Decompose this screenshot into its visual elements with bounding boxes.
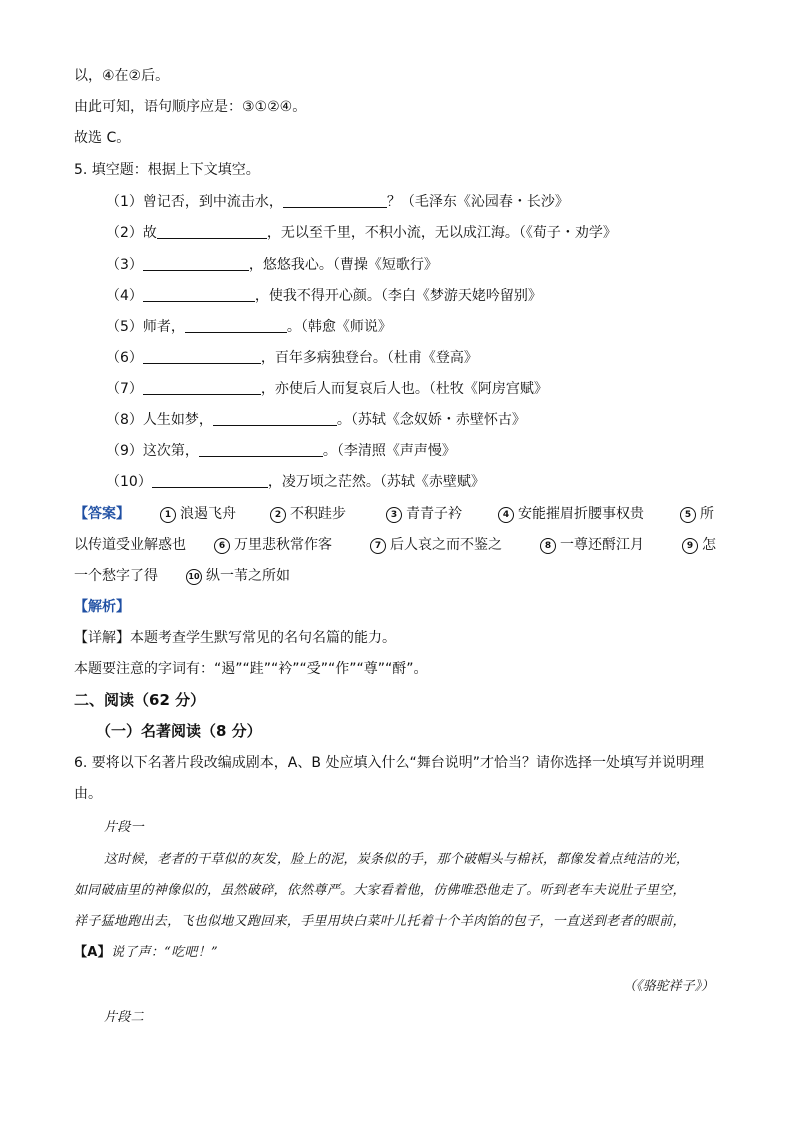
fill-item-8: （8）人生如梦， 。（苏轼《念奴娇・赤壁怀古》 [106, 412, 526, 428]
answer-label: 【答案】 [74, 506, 130, 522]
answer-blank[interactable] [157, 224, 267, 239]
answer-item: 10 纵一苇之所如 [186, 566, 290, 586]
fragment-1-line: 这时候，老者的干草似的灰发，脸上的泥，炭条似的手，那个破帽头与棉袄，都像发着点纯洁的光， [104, 852, 690, 867]
text-line: 故选 C。 [74, 130, 131, 146]
fill-item-6: （6） ，百年多病独登台。（杜甫《登高》 [106, 350, 478, 366]
question-6-line-1: 6. 要将以下名著片段改编成剧本，A、B 处应填入什么“舞台说明”才恰当？请你选择一处填写并说明理 [74, 755, 704, 771]
answer-item: 4 安能摧眉折腰事权贵 [498, 504, 644, 524]
answer-item: 一个愁字了得 [74, 568, 158, 584]
answer-item: 6 万里悲秋常作客 [214, 535, 332, 555]
answer-item: 8 一尊还酹江月 [540, 535, 644, 555]
fill-item-1: （1）曾记否，到中流击水， ？（毛泽东《沁园春・长沙》 [106, 194, 569, 210]
section-title: 二、阅读（62 分） [74, 691, 206, 709]
fragment-1-line: 如同破庙里的神像似的，虽然破碎，依然尊严。大家看着他，仿佛唯恐他走了。听到老车夫说肚子里空， [74, 883, 686, 898]
fragment-1-line: 祥子猛地跑出去，飞也似地又跑回来，手里用块白菜叶儿托着十个羊肉馅的包子，一直送到老者的眼前， [74, 914, 686, 929]
fill-item-4: （4） ，使我不得开心颜。（李白《梦游天姥吟留别》 [106, 288, 542, 304]
answer-blank[interactable] [143, 380, 261, 395]
answer-item: 3 青青子衿 [386, 504, 462, 524]
fragment-1-source: （《骆驼祥子》） [622, 979, 714, 994]
answer-blank[interactable] [143, 349, 261, 364]
fragment-1-line: 【A】说了声：“吃吧！” [74, 945, 218, 960]
text-line: 以，④在②后。 [74, 68, 170, 84]
section-subtitle: （一）名著阅读（8 分） [96, 722, 262, 740]
answer-item: 1 浪遏飞舟 [160, 504, 236, 524]
fill-item-7: （7） ，亦使后人而复哀后人也。（杜牧《阿房宫赋》 [106, 381, 548, 397]
question-5-title: 5. 填空题：根据上下文填空。 [74, 162, 260, 178]
answer-item: 以传道受业解惑也 [74, 537, 186, 553]
fragment-1-heading: 片段一 [104, 820, 144, 835]
question-6-line-2: 由。 [74, 786, 102, 802]
analysis-note: 本题要注意的字词有：“遏”“跬”“衿”“受”“作”“尊”“酹”。 [74, 661, 428, 677]
fill-item-10: （10） ，凌万顷之茫然。（苏轼《赤壁赋》 [106, 474, 485, 490]
fill-item-3: （3） ，悠悠我心。（曹操《短歌行》 [106, 257, 438, 273]
answer-item: 2 不积跬步 [270, 504, 346, 524]
answer-item: 9 怎 [682, 535, 716, 555]
analysis-detail: 【详解】本题考查学生默写常见的名句名篇的能力。 [74, 630, 396, 646]
answer-blank[interactable] [283, 193, 387, 208]
analysis-label: 【解析】 [74, 599, 130, 615]
fill-item-5: （5）师者， 。（韩愈《师说》 [106, 319, 392, 335]
answer-blank[interactable] [152, 473, 268, 488]
answer-blank[interactable] [185, 318, 287, 333]
answer-item: 5 所 [680, 504, 714, 524]
fill-item-2: （2）故 ，无以至千里，不积小流，无以成江海。（《荀子・劝学》 [106, 225, 617, 241]
answer-blank[interactable] [213, 411, 337, 426]
text-line: 由此可知，语句顺序应是：③①②④。 [74, 99, 307, 115]
fill-item-9: （9）这次第， 。（李清照《声声慢》 [106, 443, 456, 459]
answer-blank[interactable] [143, 256, 249, 271]
answer-item: 7 后人哀之而不鉴之 [370, 535, 502, 555]
answer-blank[interactable] [199, 442, 323, 457]
answer-blank[interactable] [143, 287, 255, 302]
fragment-2-heading: 片段二 [104, 1010, 144, 1025]
